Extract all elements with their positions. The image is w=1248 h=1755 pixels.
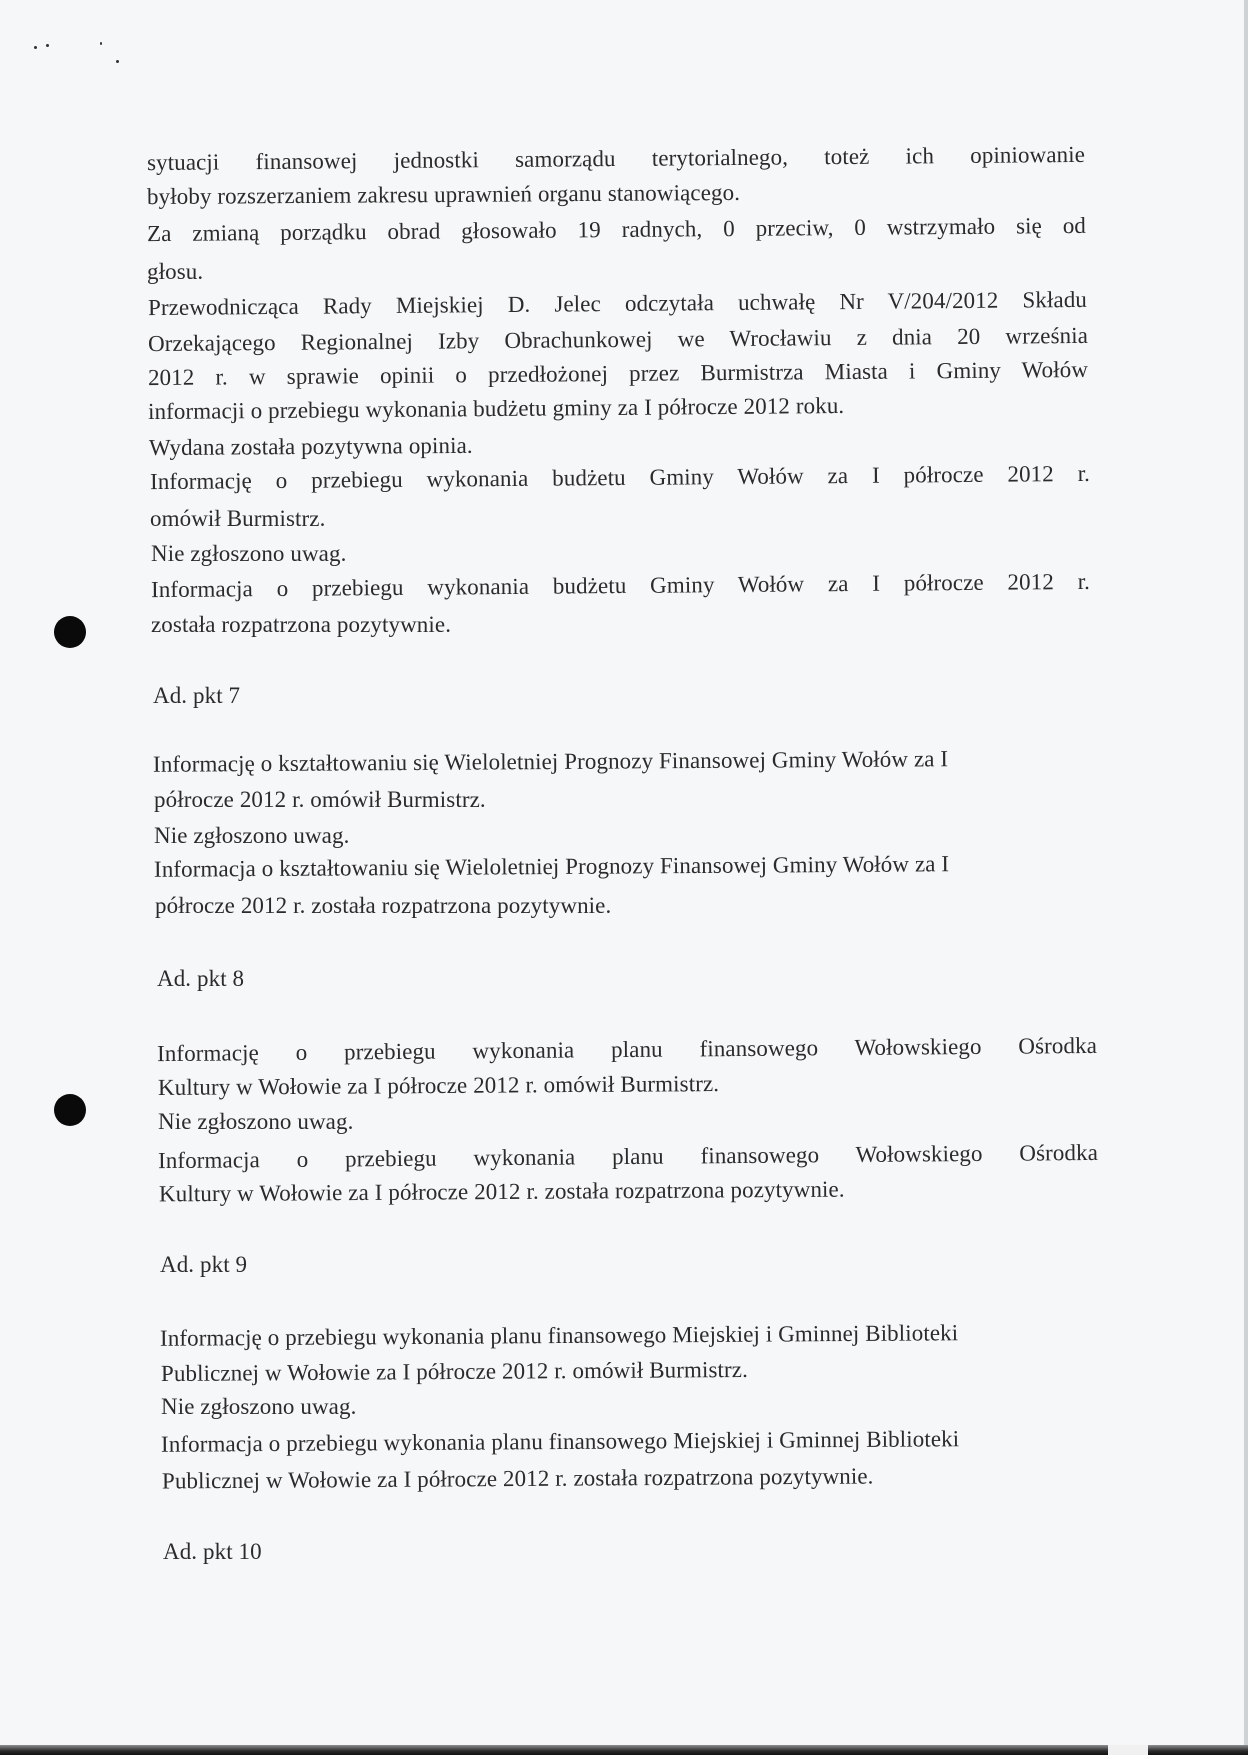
text-line: Informację o przebiegu wykonania budżetu Gminy Wołów za I półrocze 2012 r. <box>149 460 1091 495</box>
punch-hole-top <box>54 616 86 648</box>
text-line: Nie zgłoszono uwag. <box>158 1109 354 1134</box>
text-line: głosu. <box>147 259 204 284</box>
text-line: została rozpatrzona pozytywnie. <box>151 612 452 637</box>
text-line: półrocze 2012 r. omówił Burmistrz. <box>154 787 486 812</box>
text-line: Informacja o przebiegu wykonania budżetu Gminy Wołów za I półrocze 2012 r. <box>150 568 1091 603</box>
text-line: sytuacji finansowej jednostki samorządu terytorialnego, toteż ich opiniowanie <box>146 141 1086 176</box>
text-line: Informację o kształtowaniu się Wieloletniej Prognozy Finansowej Gminy Wołów za I <box>152 746 949 777</box>
text-line: informacji o przebiegu wykonania budżetu gminy za I półrocze 2012 roku. <box>147 392 845 425</box>
section-heading-pkt10: Ad. pkt 10 <box>163 1539 262 1564</box>
text-line: Informację o przebiegu wykonania planu finansowego Miejskiej i Gminnej Biblioteki <box>159 1320 959 1351</box>
punch-hole-bottom <box>54 1094 86 1126</box>
text-line: 2012 r. w sprawie opinii o przedłożonej przez Burmistrza Miasta i Gminy Wołów <box>147 356 1089 391</box>
section-heading-pkt9: Ad. pkt 9 <box>160 1252 248 1277</box>
text-line: Kultury w Wołowie za I półrocze 2012 r. została rozpatrzona pozytywnie. <box>158 1176 845 1207</box>
text-line: Nie zgłoszono uwag. <box>151 541 347 566</box>
text-line: byłoby rozszerzaniem zakresu uprawnień organu stanowiącego. <box>146 179 741 210</box>
section-heading-pkt8: Ad. pkt 8 <box>157 966 245 991</box>
text-line: Orzekającego Regionalnej Izby Obrachunkowej we Wrocławiu z dnia 20 września <box>147 322 1089 357</box>
text-line: Informacja o przebiegu wykonania planu finansowego Miejskiej i Gminnej Biblioteki <box>160 1426 960 1457</box>
text-line: Nie zgłoszono uwag. <box>161 1394 357 1419</box>
text-line: Nie zgłoszono uwag. <box>154 823 350 848</box>
text-line: Informację o przebiegu wykonania planu finansowego Wołowskiego Ośrodka <box>156 1032 1098 1067</box>
text-line: półrocze 2012 r. została rozpatrzona pozytywnie. <box>155 893 612 918</box>
text-line: Informacja o kształtowaniu się Wieloletniej Prognozy Finansowej Gminy Wołów za I <box>153 851 950 882</box>
text-line: Wydana została pozytywna opinia. <box>148 432 473 461</box>
text-line: Informacja o przebiegu wykonania planu finansowego Wołowskiego Ośrodka <box>157 1139 1099 1174</box>
text-line: Za zmianą porządku obrad głosowało 19 radnych, 0 przeciw, 0 wstrzymało się od <box>146 212 1087 247</box>
text-line: omówił Burmistrz. <box>150 506 326 531</box>
section-heading-pkt7: Ad. pkt 7 <box>153 683 241 708</box>
text-line: Kultury w Wołowie za I półrocze 2012 r. omówił Burmistrz. <box>157 1071 720 1100</box>
text-line: Przewodnicząca Rady Miejskiej D. Jelec odczytała uchwałę Nr V/204/2012 Składu <box>147 286 1088 321</box>
text-line: Publicznej w Wołowie za I półrocze 2012 r. omówił Burmistrz. <box>160 1356 748 1387</box>
page-edge-shadow <box>1244 0 1248 1755</box>
scan-bottom-band <box>0 1745 1248 1755</box>
text-line: Publicznej w Wołowie za I półrocze 2012 r. została rozpatrzona pozytywnie. <box>161 1463 874 1494</box>
